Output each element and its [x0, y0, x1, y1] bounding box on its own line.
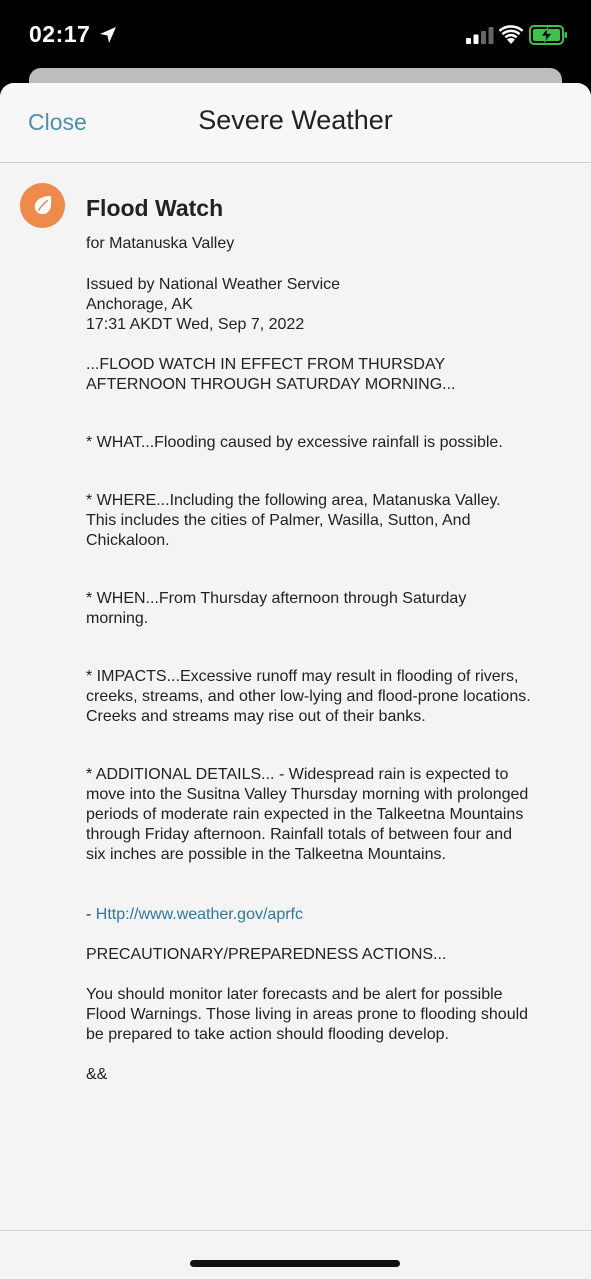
cellular-signal-icon — [466, 27, 494, 44]
link-line — [86, 885, 566, 925]
location-arrow-icon — [98, 25, 118, 45]
status-bar — [0, 0, 591, 70]
actions-header: PRECAUTIONARY/PREPAREDNESS ACTIONS... — [86, 946, 447, 963]
details-section: * ADDITIONAL DETAILS... - Widespread rain is expected to move into the Susitna Valley Thursday morning with prolonged periods of moderate rain expected in the Talkeetna Mountains through Friday afternoon. Rainfall totals of between four and six inches are possible in the Talkeetna Mountains. — [86, 766, 529, 863]
wifi-icon — [499, 25, 523, 44]
toolbar-divider — [0, 1230, 591, 1231]
severe-weather-sheet — [0, 83, 591, 1279]
alert-content — [86, 191, 566, 1085]
impacts-section: * IMPACTS...Excessive runoff may result in flooding of rivers, creeks, streams, and other low-lying and flood-prone locations. Creeks and streams may rise out of their banks. — [86, 668, 531, 725]
what-section: * WHAT...Flooding caused by excessive rainfall is possible. — [86, 434, 503, 451]
alert-area: for Matanuska Valley — [86, 235, 235, 252]
issued-by: Issued by National Weather Service Anchorage, AK 17:31 AKDT Wed, Sep 7, 2022 — [86, 276, 341, 333]
home-indicator[interactable] — [190, 1260, 400, 1267]
flood-drop-icon — [20, 183, 65, 228]
close-button[interactable]: Close — [28, 109, 87, 135]
end-marker: && — [86, 1066, 108, 1083]
battery-charging-icon — [529, 25, 568, 45]
status-time: 02:17 — [29, 21, 91, 47]
headline: ...FLOOD WATCH IN EFFECT FROM THURSDAY AFTERNOON THROUGH SATURDAY MORNING... — [86, 356, 456, 393]
link-prefix: - — [86, 906, 96, 923]
actions-text: You should monitor later forecasts and be alert for possible Flood Warnings. Those living in areas prone to flooding should be prepared to take action should flooding develop. — [86, 986, 529, 1043]
page-title: Severe Weather — [198, 105, 393, 135]
when-section: * WHEN...From Thursday afternoon through Saturday morning. — [86, 590, 467, 627]
alert-title: Flood Watch — [86, 195, 224, 221]
aprfc-link[interactable]: Http://www.weather.gov/aprfc — [95, 906, 303, 923]
navigation-bar — [0, 83, 591, 163]
where-section: * WHERE...Including the following area, Matanuska Valley. This includes the cities of Palmer, Wasilla, Sutton, And Chickaloon. — [86, 492, 501, 549]
